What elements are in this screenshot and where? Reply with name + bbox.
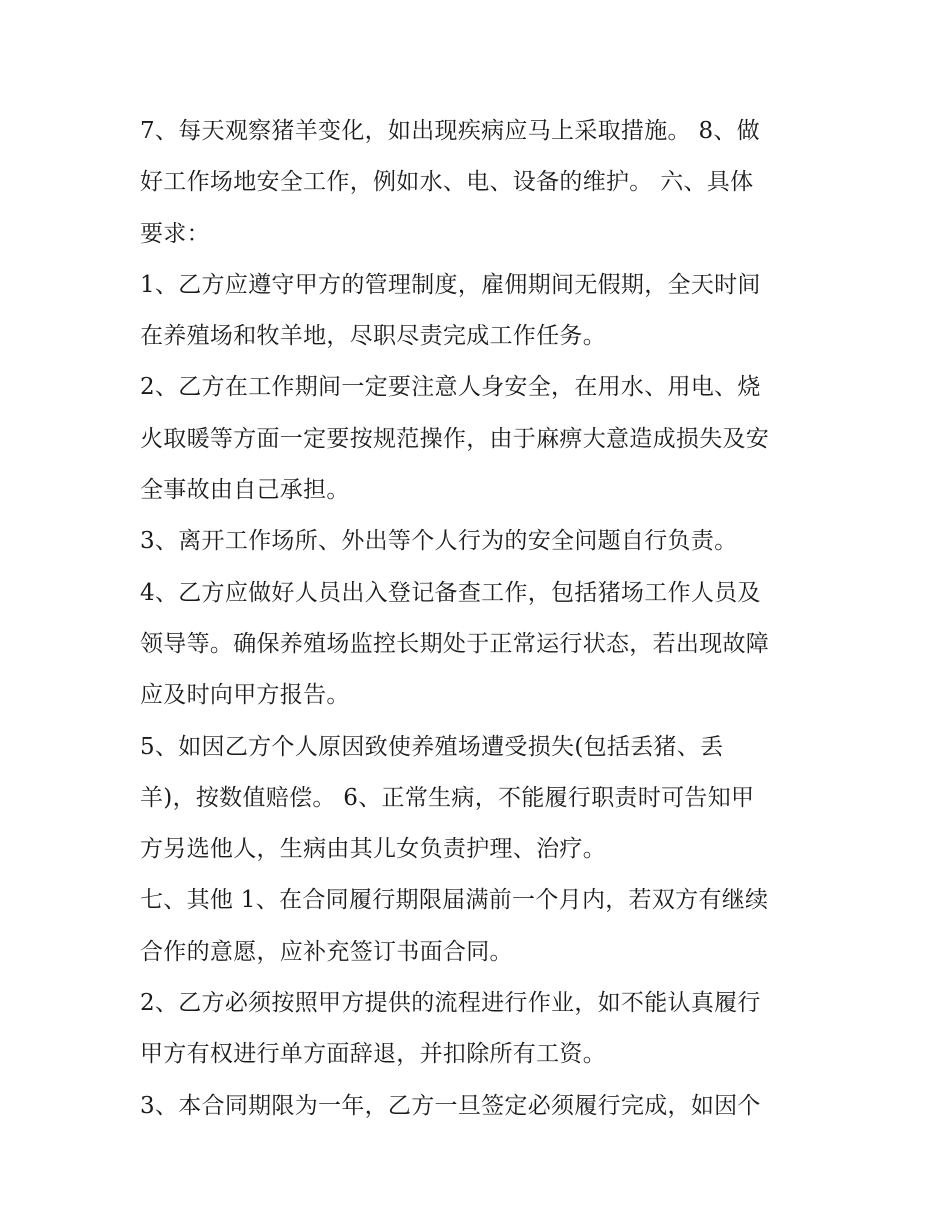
text-line: 5、如因乙方个人原因致使养殖场遭受损失(包括丢猪、丢 xyxy=(140,733,724,760)
text-line: 好工作场地安全工作，例如水、电、设备的维护。 六、具体 xyxy=(140,169,754,196)
text-line: 全事故由自己承担。 xyxy=(140,477,350,504)
text-line: 3、本合同期限为一年，乙方一旦签定必须履行完成，如因个 xyxy=(140,1092,761,1119)
text-line: 七、其他 1、在合同履行期限届满前一个月内，若双方有继续 xyxy=(140,887,769,914)
text-line: 火取暖等方面一定要按规范操作，由于麻痹大意造成损失及安 xyxy=(140,425,770,452)
text-line: 在养殖场和牧羊地，尽职尽责完成工作任务。 xyxy=(140,323,606,350)
text-line: 7、每天观察猪羊变化，如出现疾病应马上采取措施。 8、做 xyxy=(140,118,760,144)
text-line: 方另选他人，生病由其儿女负责护理、治疗。 xyxy=(140,836,606,863)
text-line: 3、离开工作场所、外出等个人行为的安全问题自行负责。 xyxy=(140,528,738,555)
text-line: 领导等。确保养殖场监控长期处于正常运行状态，若出现故障 xyxy=(140,630,770,657)
text-line: 合作的意愿，应补充签订书面合同。 xyxy=(140,938,513,965)
text-line: 要求： xyxy=(140,220,210,247)
text-line: 2、乙方在工作期间一定要注意人身安全，在用水、用电、烧 xyxy=(140,374,761,401)
text-line: 甲方有权进行单方面辞退，并扣除所有工资。 xyxy=(140,1041,606,1068)
document-body xyxy=(140,106,820,1132)
text-line: 羊)，按数值赔偿。 6、正常生病，不能履行职责时可告知甲 xyxy=(140,784,755,811)
text-line: 2、乙方必须按照甲方提供的流程进行作业，如不能认真履行 xyxy=(140,990,761,1017)
text-line: 应及时向甲方报告。 xyxy=(140,682,350,709)
text-line: 1、乙方应遵守甲方的管理制度，雇佣期间无假期，全天时间 xyxy=(140,271,761,298)
text-line: 4、乙方应做好人员出入登记备查工作，包括猪场工作人员及 xyxy=(140,579,761,606)
